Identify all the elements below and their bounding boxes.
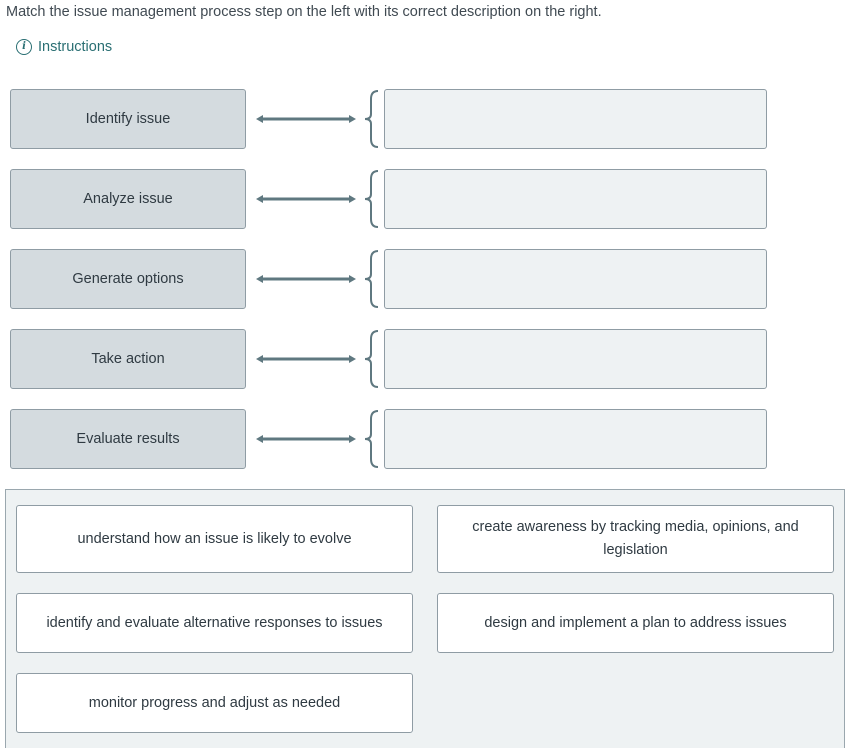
term-identify-issue: Identify issue — [10, 89, 246, 149]
dropzone-evaluate-results[interactable] — [384, 409, 767, 469]
double-arrow-icon — [256, 351, 356, 367]
dropzone-analyze-issue[interactable] — [384, 169, 767, 229]
option-identify-evaluate[interactable]: identify and evaluate alternative responses to issues — [16, 593, 413, 653]
dropzone-generate-options[interactable] — [384, 249, 767, 309]
option-understand-evolve[interactable]: understand how an issue is likely to evolve — [16, 505, 413, 573]
instructions-link[interactable] — [16, 39, 112, 55]
curly-brace-icon — [362, 169, 382, 229]
curly-brace-icon — [362, 329, 382, 389]
double-arrow-icon — [256, 431, 356, 447]
term-evaluate-results: Evaluate results — [10, 409, 246, 469]
double-arrow-icon — [256, 271, 356, 287]
curly-brace-icon — [362, 249, 382, 309]
instructions-label: Instructions — [38, 39, 113, 55]
option-monitor-progress[interactable]: monitor progress and adjust as needed — [16, 673, 413, 733]
option-create-awareness[interactable]: create awareness by tracking media, opinions, and legislation — [437, 505, 834, 573]
option-design-implement[interactable]: design and implement a plan to address issues — [437, 593, 834, 653]
curly-brace-icon — [362, 409, 382, 469]
double-arrow-icon — [256, 191, 356, 207]
dropzone-take-action[interactable] — [384, 329, 767, 389]
answer-bank — [5, 489, 845, 748]
term-analyze-issue: Analyze issue — [10, 169, 246, 229]
term-generate-options: Generate options — [10, 249, 246, 309]
term-take-action: Take action — [10, 329, 246, 389]
double-arrow-icon — [256, 111, 356, 127]
dropzone-identify-issue[interactable] — [384, 89, 767, 149]
question-prompt: Match the issue management process step on the left with its correct description on the right. — [6, 4, 602, 20]
info-icon: i — [16, 39, 32, 55]
curly-brace-icon — [362, 89, 382, 149]
